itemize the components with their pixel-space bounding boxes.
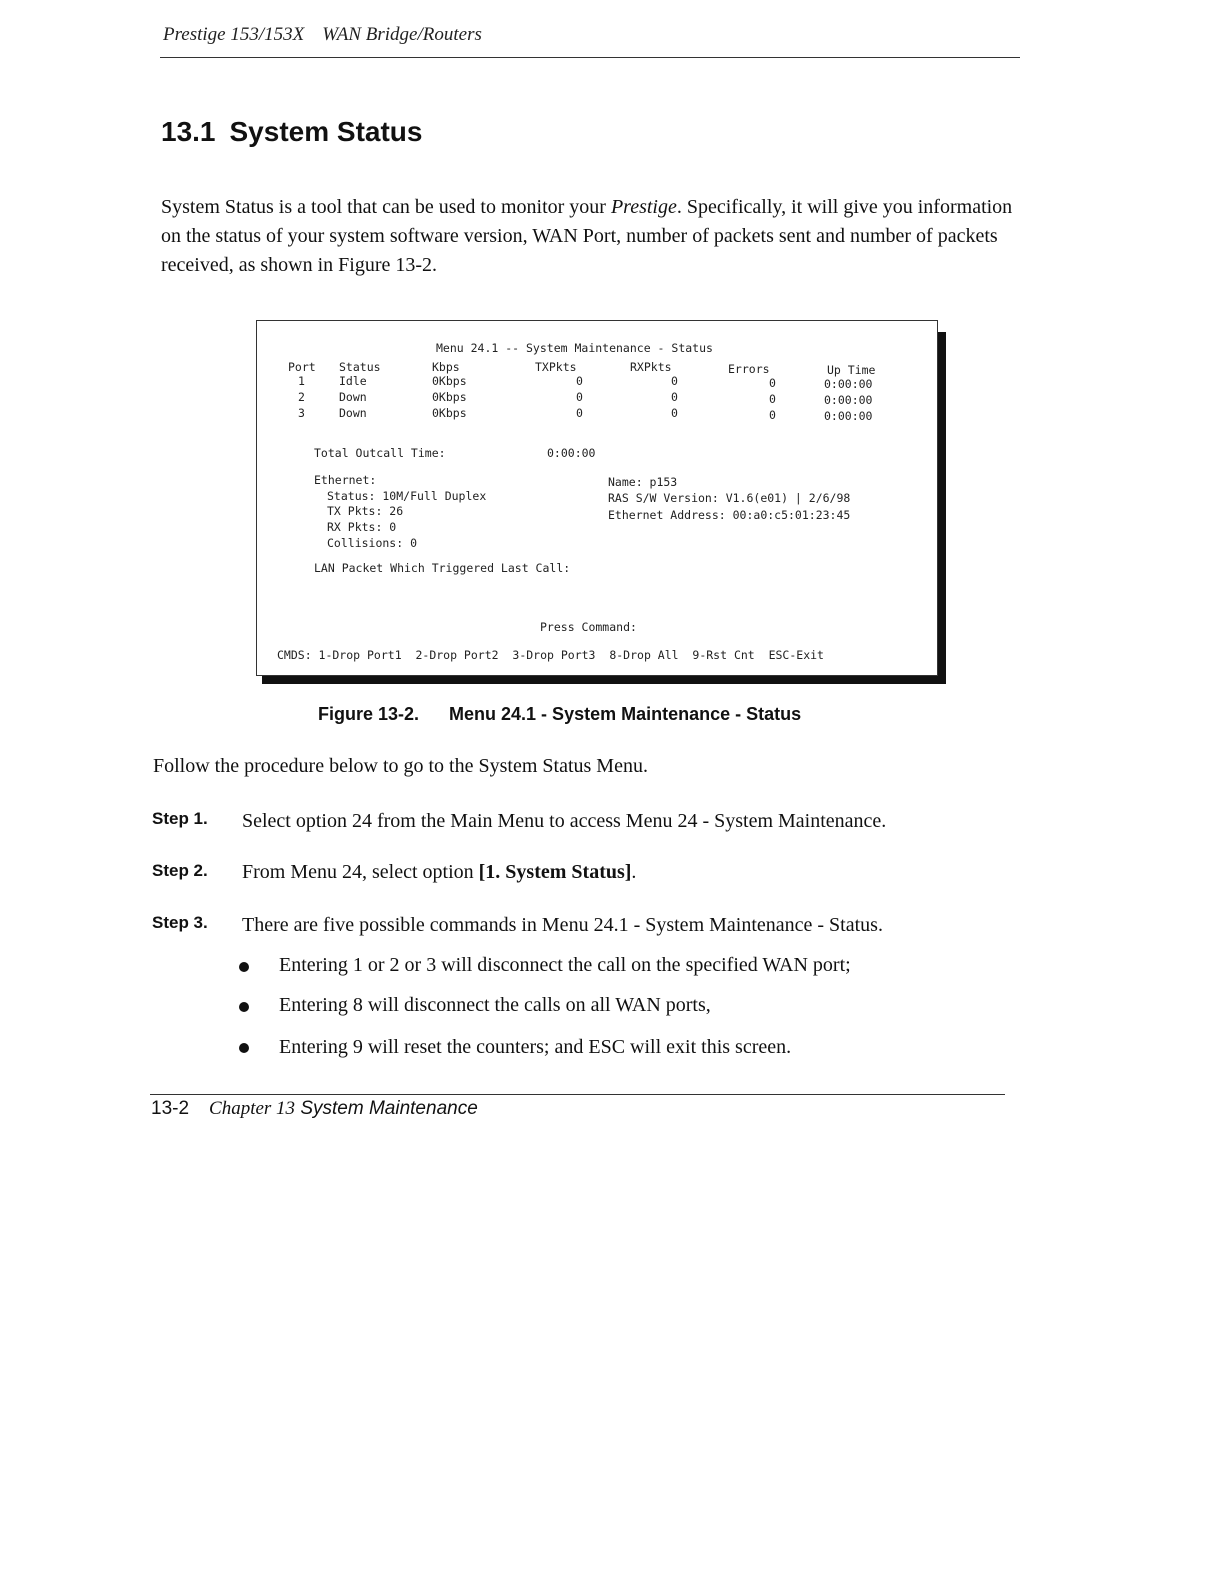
ethernet-address: Ethernet Address: 00:a0:c5:01:23:45 [608, 508, 851, 522]
col-errors: Errors [728, 362, 770, 376]
procedure-intro: Follow the procedure below to go to the System Status Menu. [153, 755, 648, 777]
intro-text-2: . Specifically, it will give you information on the status of your system software version, WAN Port, number of packets sent and number of packets received, as shown in Figure 13-2. [161, 196, 1013, 276]
commands-line: CMDS: 1-Drop Port1 2-Drop Port2 3-Drop Port3 8-Drop All 9-Rst Cnt ESC-Exit [277, 648, 824, 662]
list-item: Entering 1 or 2 or 3 will disconnect the call on the specified WAN port; [279, 954, 851, 976]
footer-chapter-name: System Maintenance [300, 1098, 478, 1119]
list-item: Entering 8 will disconnect the calls on all WAN ports, [279, 994, 711, 1016]
row-txpkts: 0 [576, 390, 583, 404]
running-header [163, 24, 482, 46]
step-text [242, 861, 636, 884]
row-rxpkts: 0 [671, 406, 678, 420]
row-uptime: 0:00:00 [824, 393, 873, 407]
list-item: Entering 9 will reset the counters; and ESC will exit this screen. [279, 1036, 792, 1058]
row-uptime: 0:00:00 [824, 409, 873, 423]
row-rxpkts: 0 [671, 390, 678, 404]
row-status: Idle [339, 374, 367, 388]
step-text: Select option 24 from the Main Menu to access Menu 24 - System Maintenance. [242, 810, 887, 832]
row-rxpkts: 0 [671, 374, 678, 388]
row-kbps: 0Kbps [432, 406, 467, 420]
col-txpkts: TXPkts [535, 360, 577, 374]
row-errors: 0 [769, 376, 776, 390]
row-status: Down [339, 406, 367, 420]
col-status: Status [339, 360, 381, 374]
col-rxpkts: RXPkts [630, 360, 672, 374]
lan-packet-label: LAN Packet Which Triggered Last Call: [314, 561, 571, 575]
footer-rule [150, 1094, 1005, 1095]
col-kbps: Kbps [432, 360, 460, 374]
step-text-before: From Menu 24, select option [242, 861, 479, 883]
intro-text-1: System Status is a tool that can be used to monitor your [161, 196, 611, 218]
ras-version: RAS S/W Version: V1.6(e01) | 2/6/98 [608, 491, 851, 505]
header-subtitle: WAN Bridge/Routers [322, 24, 482, 45]
step-label: Step 3. [152, 913, 208, 932]
step-text-after: . [631, 861, 637, 883]
row-kbps: 0Kbps [432, 390, 467, 404]
row-port: 2 [298, 390, 305, 404]
row-txpkts: 0 [576, 374, 583, 388]
press-command-prompt: Press Command: [540, 620, 637, 634]
figure-label: Figure 13-2. [318, 704, 420, 724]
total-outcall-value: 0:00:00 [547, 446, 596, 460]
terminal-shadow-right [937, 332, 946, 684]
ethernet-collisions: Collisions: 0 [327, 536, 418, 550]
row-port: 1 [298, 374, 305, 388]
footer-chapter: Chapter 13 [209, 1098, 296, 1119]
step-text: There are five possible commands in Menu 24.1 - System Maintenance - Status. [242, 914, 883, 936]
row-port: 3 [298, 406, 305, 420]
intro-emphasis: Prestige [610, 196, 677, 218]
step-label: Step 2. [152, 861, 208, 880]
total-outcall-label: Total Outcall Time: [314, 446, 446, 460]
terminal-shadow-bottom [262, 675, 946, 684]
row-txpkts: 0 [576, 406, 583, 420]
row-errors: 0 [769, 408, 776, 422]
ethernet-rx-pkts: RX Pkts: 0 [327, 520, 397, 534]
ethernet-label: Ethernet: [314, 473, 377, 487]
section-number: 13.1 [161, 116, 216, 147]
bullet-icon [239, 1002, 249, 1012]
row-uptime: 0:00:00 [824, 377, 873, 391]
page-footer [151, 1098, 478, 1120]
ethernet-status: Status: 10M/Full Duplex [327, 489, 487, 503]
header-rule [160, 57, 1020, 58]
header-product: Prestige 153/153X [163, 24, 305, 45]
section-title [161, 116, 422, 148]
step-text-bold: [1. System Status] [478, 861, 632, 883]
section-title-text: System Status [229, 116, 423, 147]
page-number: 13-2 [151, 1098, 190, 1119]
figure-title: Menu 24.1 - System Maintenance - Status [449, 704, 802, 724]
terminal-screen [256, 320, 938, 676]
intro-paragraph [161, 193, 1021, 280]
system-name: Name: p153 [608, 475, 678, 489]
bullet-icon [239, 1043, 249, 1053]
bullet-icon [239, 962, 249, 972]
step-label: Step 1. [152, 809, 208, 828]
row-errors: 0 [769, 392, 776, 406]
col-port: Port [288, 360, 316, 374]
ethernet-tx-pkts: TX Pkts: 26 [327, 504, 404, 518]
row-kbps: 0Kbps [432, 374, 467, 388]
row-status: Down [339, 390, 367, 404]
terminal-title: Menu 24.1 -- System Maintenance - Status [436, 341, 713, 355]
col-uptime: Up Time [827, 363, 876, 377]
figure-caption [318, 704, 801, 725]
